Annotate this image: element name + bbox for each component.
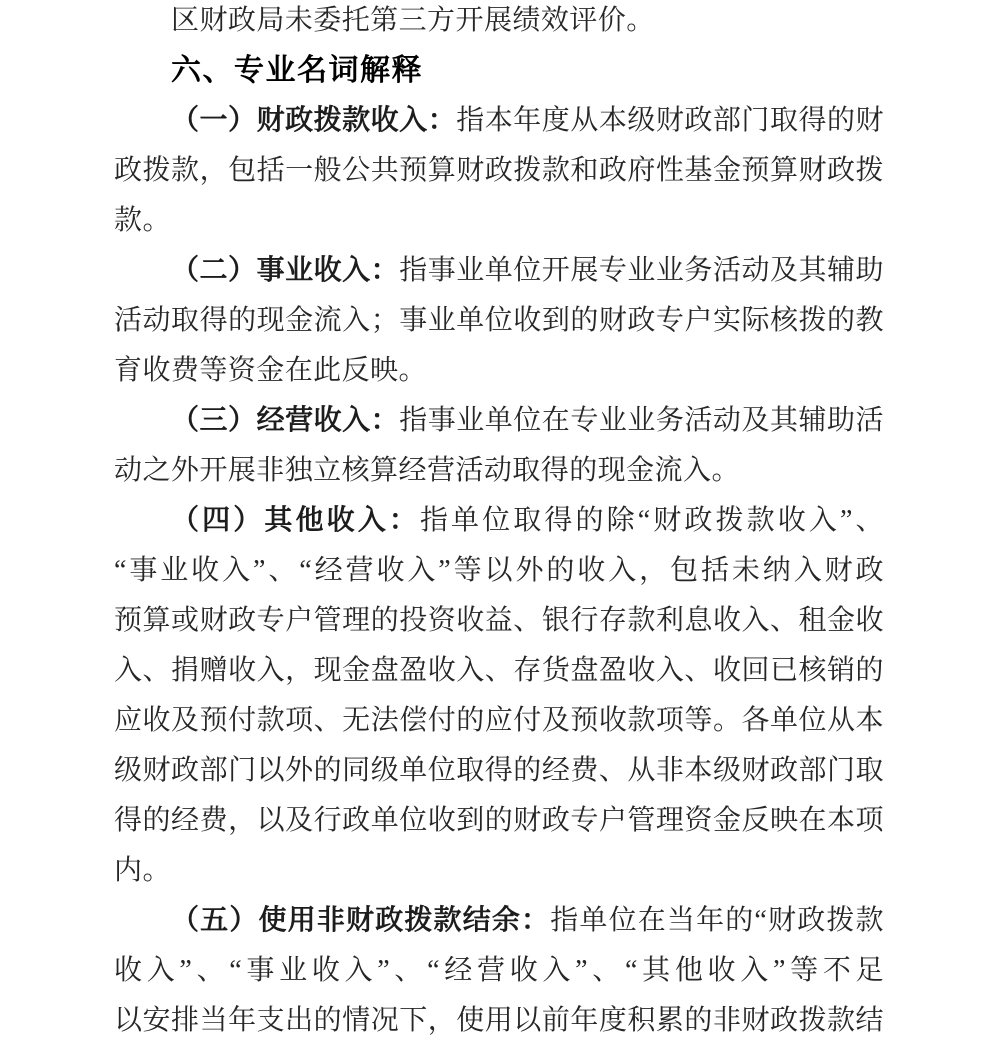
line-text: 指单位取得的除“财政拨款收入”、 (419, 505, 884, 536)
line-text: 政拨款，包括一般公共预算财政拨款和政府性基金预算财政拨 (114, 155, 884, 186)
line-text: 预算或财政专户管理的投资收益、银行存款利息收入、租金收 (114, 605, 884, 636)
term-label: （五）使用非财政拨款结余： (171, 905, 551, 936)
term-definition-line (114, 396, 884, 446)
line-text: 指事业单位在专业业务活动及其辅助活 (399, 405, 884, 436)
line-text: 应收及预付款项、无法偿付的应付及预收款项等。各单位从本 (114, 705, 884, 736)
text-line (114, 696, 884, 746)
line-text: “事业收入”、“经营收入”等以外的收入，包括未纳入财政 (114, 555, 884, 586)
text-line (114, 346, 884, 396)
text-line (114, 946, 884, 996)
line-text: 指事业单位开展专业业务活动及其辅助 (399, 255, 884, 286)
term-definition-line (114, 496, 884, 546)
line-text: 动之外开展非独立核算经营活动取得的现金流入。 (114, 455, 740, 486)
line-text: 收入”、“事业收入”、“经营收入”、“其他收入”等不足 (114, 955, 884, 986)
line-text: 以安排当年支出的情况下，使用以前年度积累的非财政拨款结 (114, 1005, 884, 1036)
text-line (114, 446, 884, 496)
text-line (114, 196, 884, 246)
text-line (114, 996, 884, 1046)
text-line (114, 746, 884, 796)
line-text: 指本年度从本级财政部门取得的财 (456, 105, 884, 136)
text-line (114, 846, 884, 896)
term-label: （二）事业收入： (171, 255, 400, 286)
section-heading (114, 46, 884, 96)
text-line (114, 0, 884, 46)
line-text: 指单位在当年的“财政拨款 (550, 905, 884, 936)
term-definition-line (114, 96, 884, 146)
line-text: 级财政部门以外的同级单位取得的经费、从非本级财政部门取 (114, 755, 884, 786)
term-label: （一）财政拨款收入： (171, 105, 457, 136)
term-definition-line (114, 896, 884, 946)
text-line (114, 296, 884, 346)
term-definition-line (114, 246, 884, 296)
line-text: 区财政局未委托第三方开展绩效评价。 (171, 5, 655, 36)
text-line (114, 146, 884, 196)
text-line (114, 796, 884, 846)
document-page (114, 0, 884, 1046)
text-line (114, 546, 884, 596)
line-text: 得的经费，以及行政单位收到的财政专户管理资金反映在本项 (114, 805, 884, 836)
term-label: （四）其他收入： (171, 505, 420, 536)
term-label: （三）经营收入： (171, 405, 400, 436)
line-text: 六、专业名词解释 (171, 54, 423, 87)
text-line (114, 646, 884, 696)
line-text: 育收费等资金在此反映。 (114, 355, 427, 386)
text-line (114, 596, 884, 646)
line-text: 入、捐赠收入，现金盘盈收入、存货盘盈收入、收回已核销的 (114, 655, 884, 686)
line-text: 活动取得的现金流入；事业单位收到的财政专户实际核拨的教 (114, 305, 884, 336)
line-text: 款。 (114, 205, 171, 236)
line-text: 内。 (114, 855, 171, 886)
